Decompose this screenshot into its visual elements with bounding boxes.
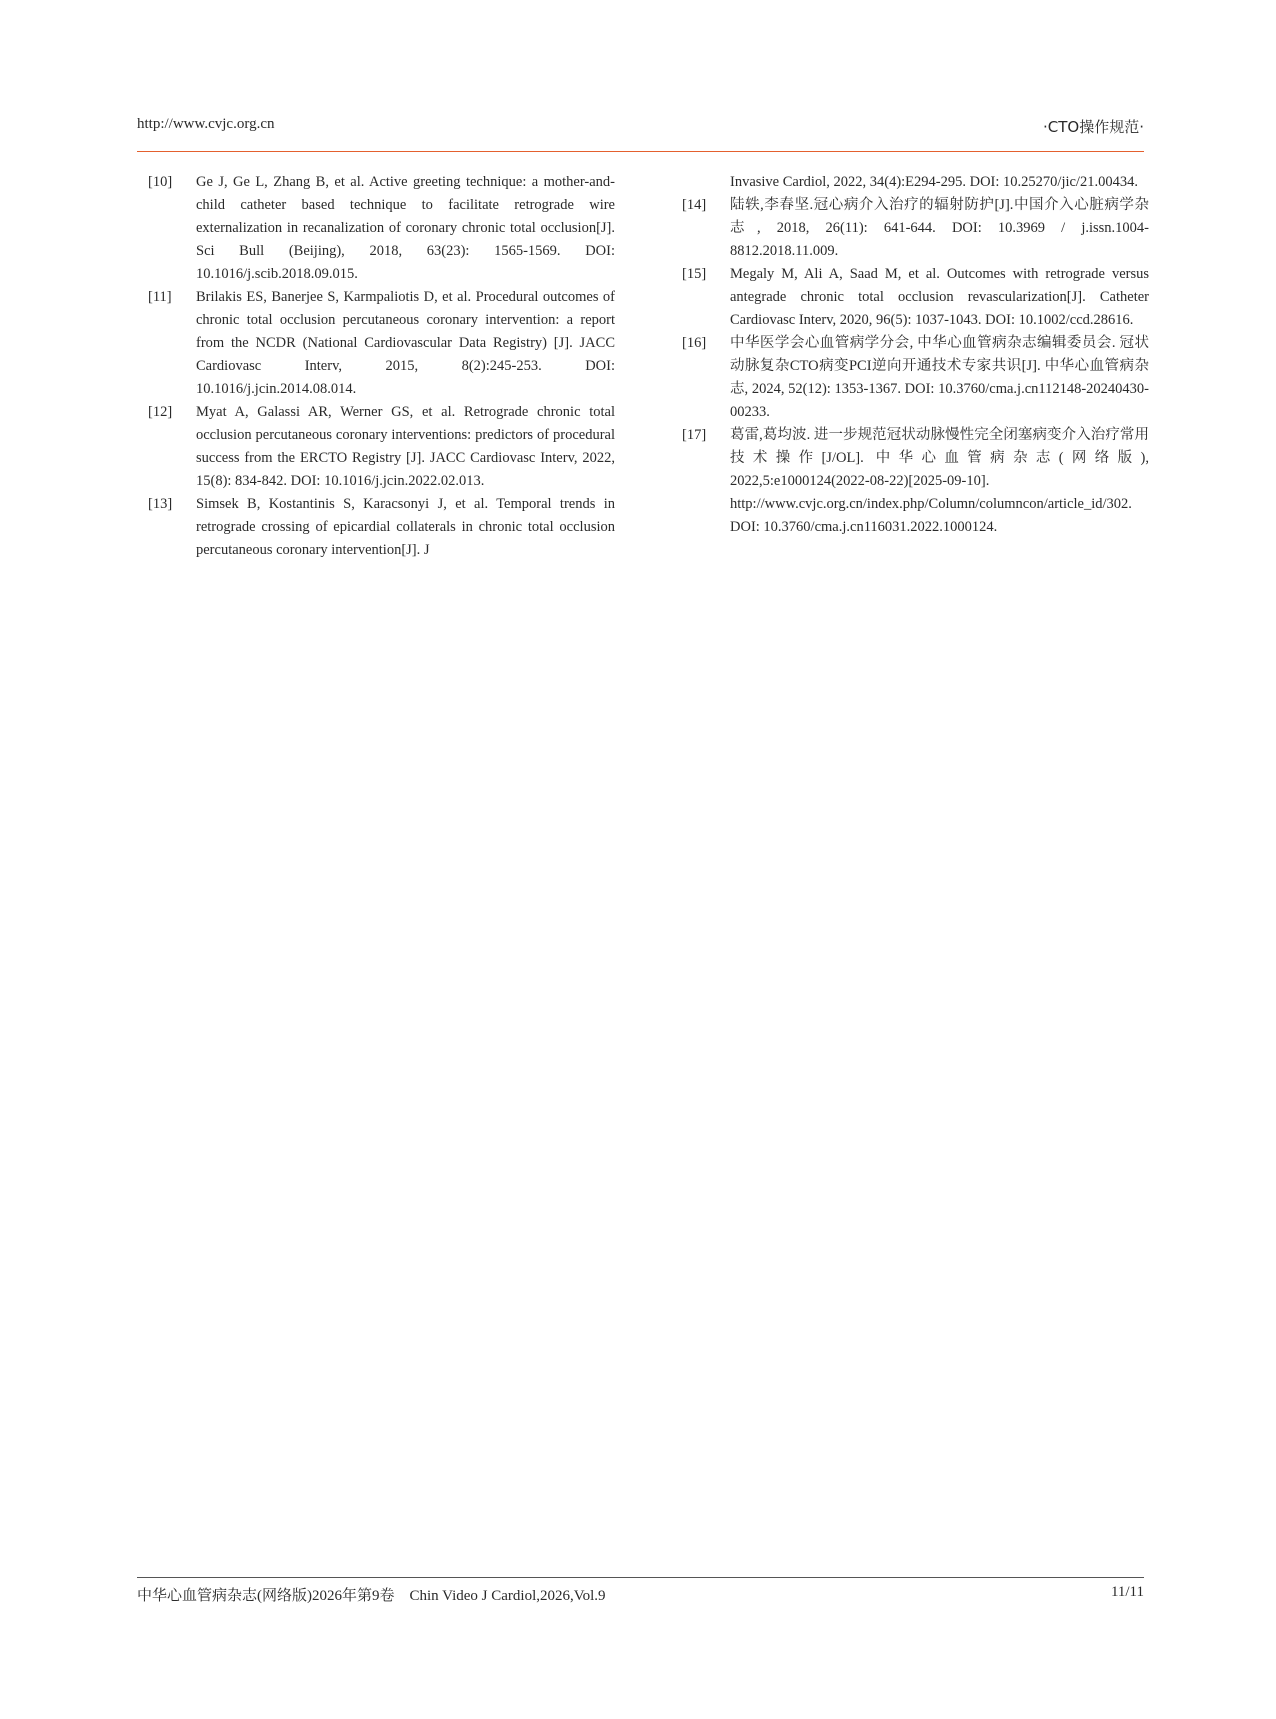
- references-right-column: [682, 171, 1149, 539]
- journal-citation: 中华心血管病杂志(网络版)2026年第9卷 Chin Video J Cardiol,2026,Vol.9: [137, 1588, 606, 1604]
- running-footer: [137, 1584, 1144, 1608]
- page-number: 11/11: [1110, 1584, 1144, 1600]
- reference-number: [12]: [148, 404, 173, 420]
- reference-text: Brilakis ES, Banerjee S, Karmpaliotis D, et al. Procedural outcomes of chronic total occlusion percutaneous coronary intervention: a report from the NCDR (National Cardiovascular Data Registry) [J]. JACC Cardiovasc Interv, 2015, 8(2):245-253. DOI: 10.1016/j.jcin.2014.08.014.: [196, 289, 615, 397]
- reference-number: [13]: [148, 496, 173, 512]
- reference-item: [148, 171, 615, 286]
- reference-text: Myat A, Galassi AR, Werner GS, et al. Retrograde chronic total occlusion percutaneous coronary interventions: predictors of procedural success from the ERCTO Registry [J]. JACC Cardiovasc Interv, 2022, 15(8): 834-842. DOI: 10.1016/j.jcin.2022.02.013.: [196, 404, 615, 489]
- reference-text: 葛雷,葛均波. 进一步规范冠状动脉慢性完全闭塞病变介入治疗常用技术操作[J/OL]. 中华心血管病杂志(网络版), 2022,5:e1000124(2022-08-22)[2025-09-10]. http://www.cvjc.org.cn/index.php/Column/columncon/article_id/302. DOI: 10.3760/cma.j.cn116031.2022.1000124.: [730, 427, 1149, 535]
- reference-text: Megaly M, Ali A, Saad M, et al. Outcomes with retrograde versus antegrade chronic total occlusion revascularization[J]. Catheter Cardiovasc Interv, 2020, 96(5): 1037-1043. DOI: 10.1002/ccd.28616.: [730, 266, 1149, 328]
- reference-item: [148, 286, 615, 401]
- reference-number: [14]: [682, 197, 707, 213]
- reference-text: Ge J, Ge L, Zhang B, et al. Active greeting technique: a mother-and-child catheter based technique to facilitate retrograde wire externalization in recanalization of coronary chronic total occlusion[J]. Sci Bull (Beijing), 2018, 63(23): 1565-1569. DOI: 10.1016/j.scib.2018.09.015.: [196, 174, 615, 282]
- reference-number: [10]: [148, 174, 173, 190]
- reference-item: [682, 332, 1149, 424]
- reference-number: [11]: [148, 289, 172, 305]
- running-header: [137, 116, 1144, 140]
- section-title: ·CTO操作规范·: [1043, 118, 1144, 136]
- reference-item: [682, 263, 1149, 332]
- reference-item: [682, 194, 1149, 263]
- reference-item: [148, 401, 615, 493]
- reference-text: 陆轶,李春坚.冠心病介入治疗的辐射防护[J].中国介入心脏病学杂志, 2018, 26(11): 641-644. DOI: 10.3969 / j.issn.1004-8812.2018.11.009.: [730, 197, 1149, 259]
- footer-divider: [137, 1577, 1144, 1578]
- header-divider: [137, 151, 1144, 152]
- journal-url[interactable]: http://www.cvjc.org.cn: [137, 116, 275, 132]
- reference-text: Simsek B, Kostantinis S, Karacsonyi J, et al. Temporal trends in retrograde crossing of epicardial collaterals in chronic total occlusion percutaneous coronary intervention[J]. J: [196, 496, 615, 558]
- reference-item: [148, 493, 615, 562]
- reference-continuation: Invasive Cardiol, 2022, 34(4):E294-295. DOI: 10.25270/jic/21.00434.: [730, 174, 1138, 190]
- references-left-column: [148, 171, 615, 562]
- reference-number: [15]: [682, 266, 707, 282]
- reference-text: 中华医学会心血管病学分会, 中华心血管病杂志编辑委员会. 冠状动脉复杂CTO病变PCI逆向开通技术专家共识[J]. 中华心血管病杂志, 2024, 52(12): 1353-1367. DOI: 10.3760/cma.j.cn112148-20240430-00233.: [730, 335, 1149, 420]
- reference-number: [17]: [682, 427, 707, 443]
- reference-number: [16]: [682, 335, 707, 351]
- reference-item: [682, 424, 1149, 539]
